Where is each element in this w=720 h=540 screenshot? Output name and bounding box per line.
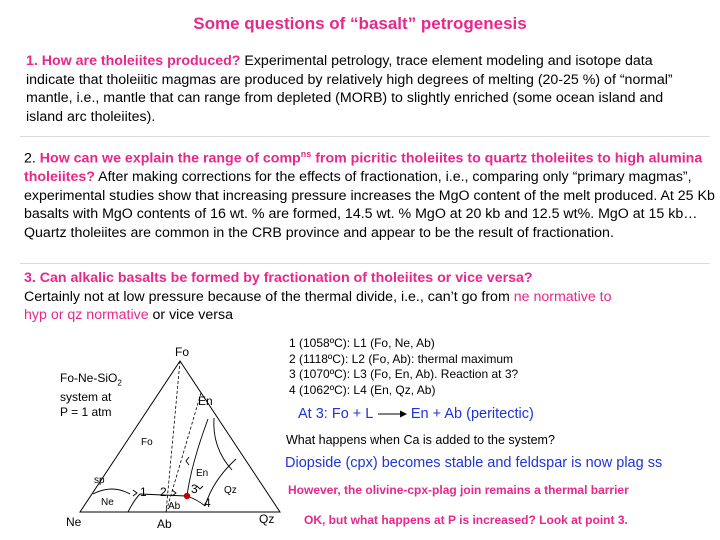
question-3-heading: 3. Can alkalic basalts be formed by fractionation of tholeiites or vice versa? — [24, 270, 533, 286]
arrow-left — [133, 490, 137, 496]
point-1-label: 1 — [140, 485, 147, 499]
phase-diagram — [0, 0, 300, 540]
reaction-right: En + Ab (peritectic) — [410, 406, 534, 422]
ab-label: Ab — [157, 517, 172, 531]
question-2-superscript: ns — [300, 149, 312, 159]
system-label-line1: Fo-Ne-SiO — [60, 371, 118, 385]
question-3-answer-a: Certainly not at low pressure because of the thermal divide, i.e., can’t go from — [24, 288, 514, 305]
point-4-label: 4 — [204, 496, 211, 510]
reaction-line — [298, 406, 534, 422]
reaction-left: At 3: Fo + L — [298, 406, 373, 422]
ne-label: Ne — [66, 515, 82, 529]
question-1-heading: 1. How are tholeiites produced? — [26, 53, 241, 69]
system-label-subscript: 2 — [117, 378, 122, 388]
question-1-answer: Experimental petrology, trace element modeling and isotope data indicate that tholeiitic magmas are produced by relatively high degrees of melting (20-25 %) of “normal” mantle, i.e., mantle that can range from depleted (MORB) to slightly enriched (some ocean island and island arc tholeiites). — [26, 53, 673, 125]
question-2-heading-b: from picritic tholeiites to quartz tholeiites to high alumina tholeiites? — [24, 150, 703, 186]
ca-question: What happens when Ca is added to the system? — [286, 433, 555, 447]
question-3-answer-highlight: ne normative to hyp or qz normative — [24, 288, 612, 323]
point-item: 1 (1058ºC): L1 (Fo, Ne, Ab) — [289, 336, 435, 350]
system-label-line3: P = 1 atm — [60, 405, 112, 420]
field-en-label: En — [196, 468, 209, 479]
arrow-right-icon — [377, 409, 407, 419]
points-list — [289, 336, 518, 398]
question-2-heading-a: How can we explain the range of comp — [39, 150, 301, 167]
field-fo-label: Fo — [141, 437, 153, 448]
en-label: En — [198, 394, 213, 408]
question-2-answer: After making corrections for the effects of fractionation, i.e., comparing only “primary magmas”, experimental studies show that increasing pressure increases the MgO content of the melt produced. At 25 Kb basalts with MgO contents of 16 wt. % are formed, 14.5 wt. % MgO at 20 kb and 12.5 wt%. MgO at 15 kb… Quartz tholeiites are common in the CRB province and appear to be the result of fractionation. — [24, 169, 715, 241]
point-item: 2 (1118ºC): L2 (Fo, Ab): thermal maximum — [289, 351, 514, 366]
arrow-down-2 — [197, 486, 203, 489]
page-title: Some questions of “basalt” petrogenesis — [193, 14, 527, 33]
barrier-note: However, the olivine-cpx-plag join remains a thermal barrier — [288, 483, 629, 497]
field-sp-label: sp — [94, 475, 105, 486]
point-2-label: 2 — [160, 485, 167, 499]
point-3-label: 3 — [191, 482, 198, 496]
point-item: 3 (1070ºC): L3 (Fo, En, Ab). Reaction at 3? — [289, 367, 519, 381]
field-ne-label: Ne — [101, 497, 114, 508]
field-qz-label: Qz — [224, 485, 237, 496]
field-ab-label: Ab — [168, 501, 181, 512]
point-3-marker — [184, 493, 190, 499]
question-3-answer-b: or vice versa — [148, 307, 233, 323]
arrow-down-1 — [186, 457, 189, 465]
qz-label: Qz — [259, 512, 275, 526]
apex-fo-label: Fo — [175, 345, 190, 359]
question-2-number: 2. — [24, 150, 40, 167]
system-label-line2: system at — [60, 390, 112, 405]
sp-boundary — [93, 489, 130, 494]
pressure-note: OK, but what happens at P is increased? Look at point 3. — [304, 513, 628, 527]
point-item: 4 (1062ºC): L4 (En, Qz, Ab) — [289, 382, 436, 397]
ca-answer: Diopside (cpx) becomes stable and feldspar is now plag ss — [285, 455, 663, 471]
